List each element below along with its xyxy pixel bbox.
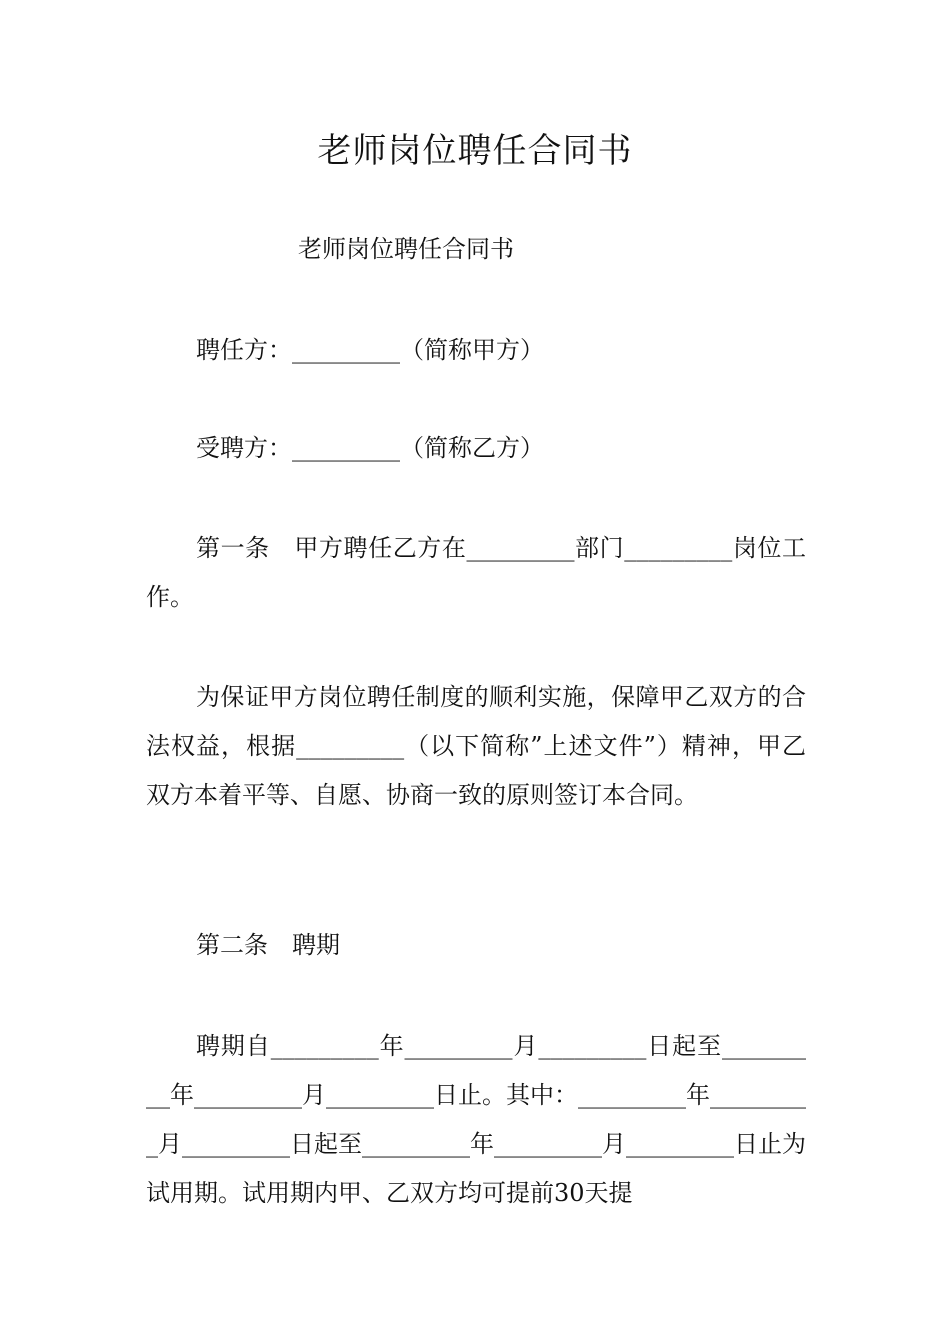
employer-line: 聘任方：_________（简称甲方）: [196, 336, 544, 364]
article-2-heading: 第二条 聘期: [196, 931, 340, 959]
document-subtitle: 老师岗位聘任合同书: [298, 235, 514, 263]
purpose-paragraph: 为保证甲方岗位聘任制度的顺利实施，保障甲乙双方的合法权益，根据_________（以下简称”上述文件”）精神，甲乙双方本着平等、自愿、协商一致的原则签订本合同。: [146, 683, 806, 809]
term-paragraph: 聘期自_________年_________月_________日起至_________年_________月_________日止。其中：_________年_________月_________日起至_________年_________月_________日止为试用期。试用期内甲、乙双方均可提前30天提: [146, 1032, 806, 1207]
article-1-paragraph: 第一条 甲方聘任乙方在_________部门_________岗位工作。: [146, 534, 806, 611]
employee-line: 受聘方：_________（简称乙方）: [196, 434, 544, 462]
document-title: 老师岗位聘任合同书: [317, 131, 633, 171]
